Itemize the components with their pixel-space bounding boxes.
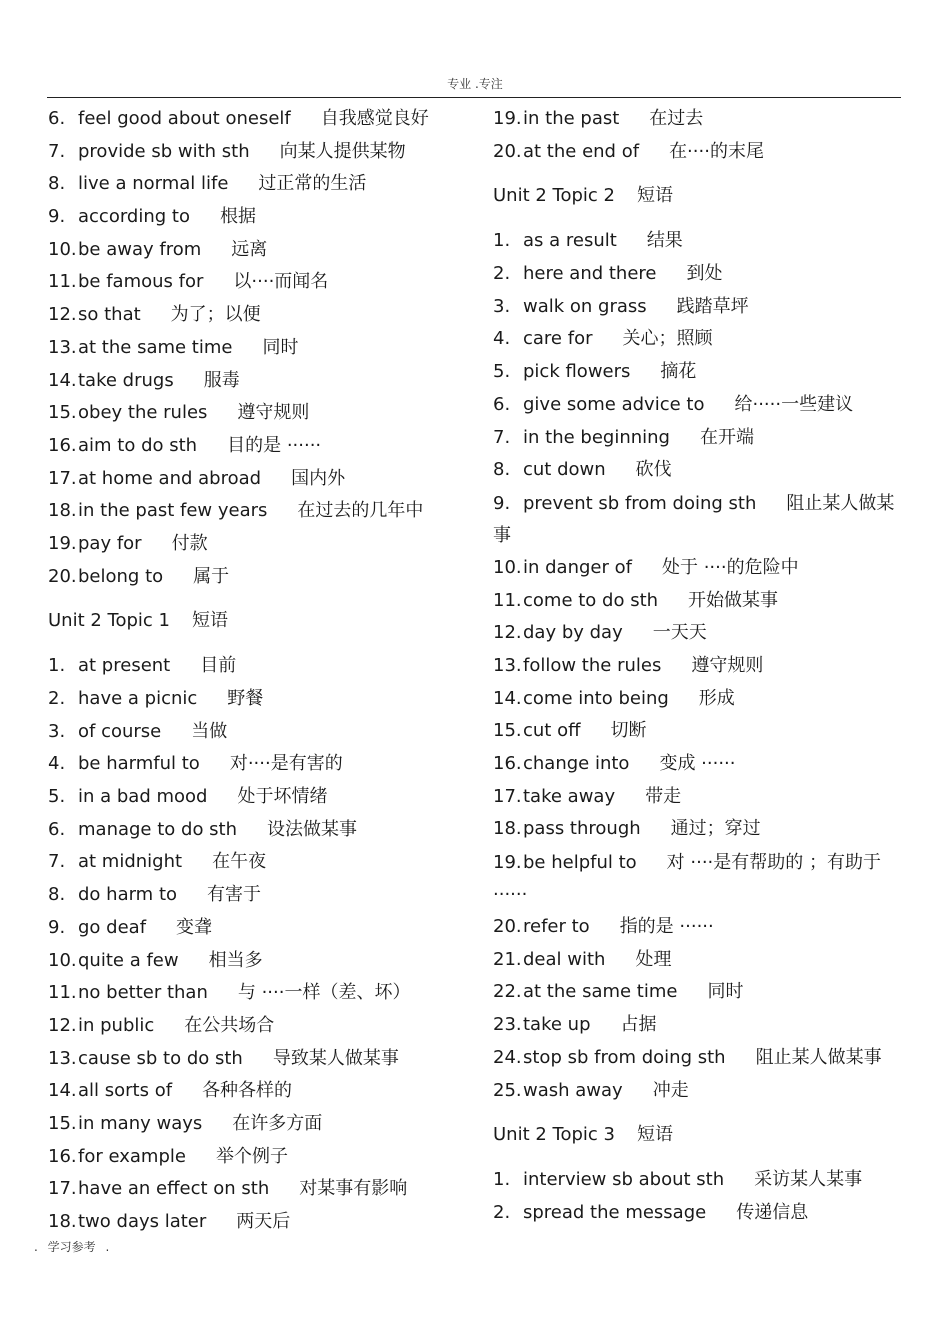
english-phrase: in the past [523,108,620,129]
item-number: 12. [48,1014,77,1036]
chinese-meaning: 对····是有害的 [229,753,343,775]
chinese-meaning: 设法做某事 [267,818,358,840]
english-phrase: as a result [523,230,617,252]
english-phrase: walk on grass [523,295,647,317]
chinese-meaning: 关心；照顾 [622,328,713,350]
chinese-meaning: 国内外 [291,467,346,489]
list-item [48,978,468,1011]
item-number: 19. [48,532,77,554]
phrase-list-unit2-topic3 [493,1165,903,1230]
list-item [48,169,468,202]
english-phrase: take drugs [78,369,174,391]
chinese-meaning: 带走 [645,785,682,807]
list-item [48,366,468,399]
list-item [48,717,468,750]
list-item [48,815,468,848]
chinese-meaning: 传递信息 [736,1201,809,1223]
chinese-meaning: 以····而闻名 [233,271,329,293]
item-number: 5. [48,786,66,808]
chinese-meaning: 指的是 ······ [619,916,714,938]
english-phrase: spread the message [523,1201,707,1223]
list-item [493,651,903,684]
chinese-meaning: 两天后 [236,1211,291,1232]
english-phrase: give some advice to [523,393,705,415]
chinese-meaning: 各种各样的 [202,1080,293,1102]
item-number: 1. [493,1169,511,1191]
item-number: 23. [493,1014,522,1036]
english-phrase: here and there [523,263,657,285]
list-item [48,202,468,235]
item-number: 20. [493,916,522,938]
item-number: 12. [493,622,522,644]
chinese-meaning: 导致某人做某事 [272,1047,399,1069]
english-phrase: at the end of [523,140,640,162]
item-number: 5. [493,361,511,383]
english-phrase: obey the rules [78,402,208,424]
item-number: 22. [493,981,522,1003]
chinese-meaning: 举个例子 [215,1145,288,1167]
chinese-meaning: 遵守规则 [237,402,310,424]
item-number: 15. [48,1112,77,1134]
item-number: 6. [493,393,511,415]
list-item [493,586,903,619]
english-phrase: cause sb to do sth [78,1047,243,1069]
section-heading-unit2-topic3 [493,1120,903,1153]
list-item [48,104,468,137]
english-phrase: care for [523,328,593,350]
english-phrase: at home and abroad [78,467,262,489]
english-phrase: at midnight [78,851,183,873]
english-phrase: at the same time [523,981,678,1003]
item-number: 3. [48,720,66,742]
english-phrase: day by day [523,622,623,644]
english-phrase: have a picnic [78,688,198,709]
english-phrase: at present [78,655,171,677]
english-phrase: manage to do sth [78,818,238,840]
item-number: 24. [493,1046,522,1068]
list-item [493,814,903,847]
item-number: 10. [48,238,77,260]
chinese-meaning: 同时 [262,336,299,358]
english-phrase: so that [78,304,141,326]
english-phrase: be harmful to [78,753,200,775]
chinese-meaning: 付款 [171,532,208,554]
english-phrase: pass through [523,818,641,840]
chinese-meaning: 给·····一些建议 [734,393,854,415]
item-number: 15. [48,402,77,424]
chinese-meaning: 过正常的生活 [258,173,367,195]
list-item [493,390,903,423]
english-phrase: in a bad mood [78,786,208,808]
english-phrase: come to do sth [523,589,659,611]
chinese-meaning: 向某人提供某物 [279,140,406,162]
item-number: 25. [493,1079,522,1101]
chinese-meaning: 变聋 [176,916,213,938]
english-phrase: at the same time [78,336,233,358]
list-item [493,455,903,488]
section-heading-cn: 短语 [636,1124,673,1146]
english-phrase: in the beginning [523,426,670,448]
item-number: 16. [493,753,522,774]
list-item [493,1165,903,1198]
list-item [48,684,468,717]
english-phrase: live a normal life [78,173,229,195]
footer-dot: . [34,1240,38,1254]
list-item [48,562,468,595]
english-phrase: be away from [78,238,202,260]
item-number: 17. [48,467,77,489]
item-number: 11. [48,982,77,1004]
item-number: 16. [48,434,77,456]
english-phrase: go deaf [78,916,147,938]
phrase-list-continued-right [493,104,903,169]
list-item [48,749,468,782]
list-item [493,1043,903,1076]
item-number: 16. [48,1145,77,1167]
english-phrase: take away [523,785,616,807]
chinese-meaning: 阻止某人做某事 [493,492,895,546]
item-number: 7. [48,851,66,873]
english-phrase: provide sb with sth [78,140,250,162]
item-number: 7. [493,426,511,448]
section-heading-cn: 短语 [191,610,228,632]
english-phrase: stop sb from doing sth [523,1046,726,1068]
item-number: 21. [493,948,522,970]
item-number: 7. [48,140,66,162]
english-phrase: prevent sb from doing sth [523,492,757,514]
item-number: 1. [48,655,66,677]
section-heading-text: Unit 2 Topic 3 [493,1124,615,1146]
list-item [493,1076,903,1109]
english-phrase: cut off [523,720,581,742]
item-number: 17. [48,1178,77,1200]
chinese-meaning: 变成 ······ [659,753,736,774]
list-item [493,259,903,292]
footer-dot: . [105,1240,110,1254]
english-phrase: aim to do sth [78,434,198,456]
english-phrase: be famous for [78,271,204,293]
english-phrase: pick flowers [523,361,631,383]
chinese-meaning: 自我感觉良好 [320,108,429,129]
english-phrase: quite a few [78,949,179,971]
item-number: 13. [48,336,77,358]
chinese-meaning: 开始做某事 [688,589,779,611]
chinese-meaning: 占据 [620,1014,657,1036]
list-item [493,357,903,390]
list-item [493,749,903,782]
phrase-list-continued [48,104,468,594]
item-number: 4. [493,328,511,350]
english-phrase: have an effect on sth [78,1178,270,1200]
item-number: 12. [48,304,77,326]
chinese-meaning: 切断 [610,720,647,742]
chinese-meaning: 有害于 [207,884,262,906]
item-number: 20. [493,140,522,162]
item-number: 19. [493,108,522,129]
chinese-meaning: 采访某人某事 [754,1169,863,1191]
english-phrase: wash away [523,1079,623,1101]
chinese-meaning: 对某事有影响 [299,1178,408,1200]
list-item [48,529,468,562]
chinese-meaning: 处于坏情绪 [237,786,328,808]
list-item [493,945,903,978]
english-phrase: according to [78,206,190,228]
list-item [493,977,903,1010]
item-number: 18. [48,1211,77,1232]
english-phrase: two days later [78,1211,207,1232]
item-number: 14. [48,1080,77,1102]
list-item [493,1198,903,1231]
chinese-meaning: 在过去 [649,108,704,129]
english-phrase: belong to [78,565,164,587]
english-phrase: no better than [78,982,208,1004]
item-number: 2. [493,1201,511,1223]
item-number: 15. [493,720,522,742]
list-item [48,1011,468,1044]
chinese-meaning: 服毒 [203,369,240,391]
chinese-meaning: 在午夜 [212,851,267,873]
footer-text: 学习参考 [47,1240,96,1254]
chinese-meaning: 处理 [635,948,672,970]
english-phrase: do harm to [78,884,178,906]
chinese-meaning: 远离 [231,238,268,260]
chinese-meaning: 处于 ····的危险中 [661,556,799,578]
list-item [493,423,903,456]
left-column [48,104,468,1240]
list-item [493,292,903,325]
section-heading-text: Unit 2 Topic 2 [493,185,615,207]
item-number: 10. [48,949,77,971]
item-number: 19. [493,852,522,874]
english-phrase: change into [523,753,630,774]
list-item [493,618,903,651]
list-item [48,267,468,300]
item-number: 10. [493,556,522,578]
list-item [493,912,903,945]
item-number: 20. [48,565,77,587]
chinese-meaning: 砍伐 [635,459,672,481]
item-number: 2. [48,688,66,709]
item-number: 13. [48,1047,77,1069]
item-number: 3. [493,295,511,317]
phrase-list-unit2-topic1 [48,651,468,1239]
list-item [493,553,903,586]
chinese-meaning: 一天天 [652,622,707,644]
english-phrase: take up [523,1014,591,1036]
list-item [48,333,468,366]
list-item [48,880,468,913]
item-number: 9. [493,492,511,514]
list-item [48,782,468,815]
page-header-title: 专业 .专注 [447,77,503,91]
english-phrase: follow the rules [523,654,662,676]
list-item [48,1174,468,1207]
list-item [48,235,468,268]
section-heading-unit2-topic1 [48,606,468,639]
chinese-meaning: 在开端 [699,426,754,448]
right-column [493,104,903,1231]
english-phrase: be helpful to [523,852,637,874]
list-item [48,1142,468,1175]
english-phrase: in many ways [78,1112,203,1134]
list-item [493,782,903,815]
page-footer [34,1238,115,1255]
chinese-meaning: 与 ····一样（差、坏） [237,982,411,1004]
chinese-meaning: 为了；以便 [170,304,261,326]
section-heading-text: Unit 2 Topic 1 [48,610,170,632]
list-item [48,1044,468,1077]
chinese-meaning: 同时 [707,981,744,1003]
item-number: 14. [48,369,77,391]
english-phrase: cut down [523,459,606,481]
list-item [493,1010,903,1043]
english-phrase: pay for [78,532,142,554]
chinese-meaning: 到处 [686,263,723,285]
chinese-meaning: 形成 [698,687,735,709]
chinese-meaning: 属于 [193,565,230,587]
english-phrase: refer to [523,916,590,938]
english-phrase: feel good about oneself [78,108,291,129]
english-phrase: deal with [523,948,606,970]
chinese-meaning: 根据 [219,206,256,228]
item-number: 8. [493,459,511,481]
english-phrase: of course [78,720,162,742]
list-item [48,137,468,170]
list-item [493,324,903,357]
list-item [48,946,468,979]
item-number: 11. [48,271,77,293]
item-number: 6. [48,108,66,129]
list-item [493,137,903,170]
list-item [48,651,468,684]
item-number: 1. [493,230,511,252]
chinese-meaning: 在过去的几年中 [297,500,424,522]
chinese-meaning: 在公共场合 [184,1014,275,1036]
list-item [48,496,468,529]
section-heading-cn: 短语 [636,185,673,207]
list-item [493,104,903,137]
list-item [48,464,468,497]
list-item [48,398,468,431]
chinese-meaning: 在····的末尾 [669,140,764,162]
chinese-meaning: 阻止某人做某事 [755,1046,882,1068]
list-item [48,1207,468,1240]
item-number: 11. [493,589,522,611]
list-item [48,300,468,333]
item-number: 17. [493,785,522,807]
chinese-meaning: 野餐 [227,688,264,709]
item-number: 8. [48,173,66,195]
chinese-meaning: 摘花 [660,361,697,383]
chinese-meaning: 遵守规则 [691,654,764,676]
english-phrase: interview sb about sth [523,1169,725,1191]
list-item [48,1109,468,1142]
list-item [493,488,903,552]
english-phrase: in public [78,1014,155,1036]
chinese-meaning: 践踏草坪 [676,295,749,317]
list-item [493,226,903,259]
chinese-meaning: 在许多方面 [232,1112,323,1134]
english-phrase: in danger of [523,556,632,578]
item-number: 9. [48,206,66,228]
list-item [493,716,903,749]
chinese-meaning: 当做 [191,720,228,742]
chinese-meaning: 冲走 [652,1079,689,1101]
item-number: 18. [48,500,77,522]
english-phrase: come into being [523,687,669,709]
header-divider [47,97,901,98]
item-number: 18. [493,818,522,840]
list-item [48,847,468,880]
list-item [48,913,468,946]
chinese-meaning: 结果 [646,230,683,252]
item-number: 2. [493,263,511,285]
phrase-list-unit2-topic2 [493,226,903,1108]
list-item [48,431,468,464]
english-phrase: in the past few years [78,500,268,522]
section-heading-unit2-topic2 [493,181,903,214]
chinese-meaning: 对 ····是有帮助的 ；有助于······ [493,852,882,906]
list-item [493,847,903,911]
item-number: 8. [48,884,66,906]
chinese-meaning: 通过；穿过 [670,818,761,840]
chinese-meaning: 目的是 ······ [227,434,322,456]
item-number: 6. [48,818,66,840]
item-number: 13. [493,654,522,676]
english-phrase: for example [78,1145,186,1167]
english-phrase: all sorts of [78,1080,173,1102]
item-number: 14. [493,687,522,709]
list-item [48,1076,468,1109]
item-number: 4. [48,753,66,775]
chinese-meaning: 目前 [200,655,237,677]
list-item [493,684,903,717]
chinese-meaning: 相当多 [208,949,263,971]
item-number: 9. [48,916,66,938]
